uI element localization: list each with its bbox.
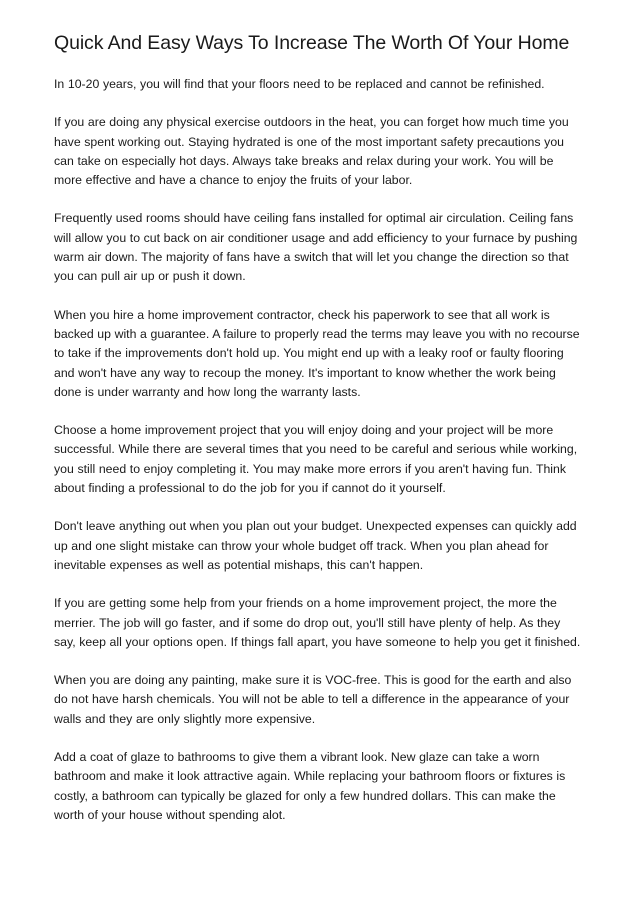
paragraph-painting: When you are doing any painting, make sure it is VOC-free. This is good for the earth and also do not have harsh chemicals. You will not be able to tell a difference in the appearance of your walls and they are only slightly more expensive.	[54, 673, 572, 726]
paragraph-enjoy-project: Choose a home improvement project that you will enjoy doing and your project will be more successful. While there are several times that you need to be careful and serious while working, you still need to enjoy completing it. You may make more errors if you aren't having fun. Think about finding a professional to do the job for you if cannot do it yourself.	[54, 423, 578, 496]
paragraph-ceiling-fans: Frequently used rooms should have ceiling fans installed for optimal air circulation. Ceiling fans will allow you to cut back on air conditioner usage and add efficiency to your furnace by pushing warm air down. The majority of fans have a switch that will let you change the direction so that you can pull air up or push it down.	[54, 211, 578, 284]
paragraph-budget: Don't leave anything out when you plan out your budget. Unexpected expenses can quickly add up and one slight mistake can throw your whole budget off track. When you plan ahead for inevitable expenses as well as potential mishaps, this can't happen.	[54, 519, 577, 572]
paragraph-floors: In 10-20 years, you will find that your floors need to be replaced and cannot be refinished.	[54, 77, 545, 91]
paragraph-contractor: When you hire a home improvement contractor, check his paperwork to see that all work is backed up with a guarantee. A failure to properly read the terms may leave you with no recourse to take if the improvements don't hold up. You might end up with a leaky roof or faulty flooring and won't have any way to recoup the money. It's important to know whether the work being done is under warranty and how long the warranty lasts.	[54, 307, 580, 399]
paragraph-glaze: Add a coat of glaze to bathrooms to give them a vibrant look. New glaze can take a worn bathroom and make it look attractive again. While replacing your bathroom floors or fixtures is costly, a bathroom can typically be glazed for only a few hundred dollars. This can make the worth of your house without spending alot.	[54, 750, 566, 822]
paragraph-friends-help: If you are getting some help from your friends on a home improvement project, the more the merrier. The job will go faster, and if some do drop out, you'll still have plenty of help. As they say, keep all your options open. If things fall apart, you have someone to help you get it finished.	[54, 596, 581, 649]
paragraph-exercise: If you are doing any physical exercise outdoors in the heat, you can forget how much time you have spent working out. Staying hydrated is one of the most important safety precautions you can take on especially hot days. Always take breaks and relax during your work. You will be more effective and have a chance to enjoy the fruits of your labor.	[54, 115, 569, 188]
document-title: Quick And Easy Ways To Increase The Worth Of Your Home	[54, 32, 570, 54]
